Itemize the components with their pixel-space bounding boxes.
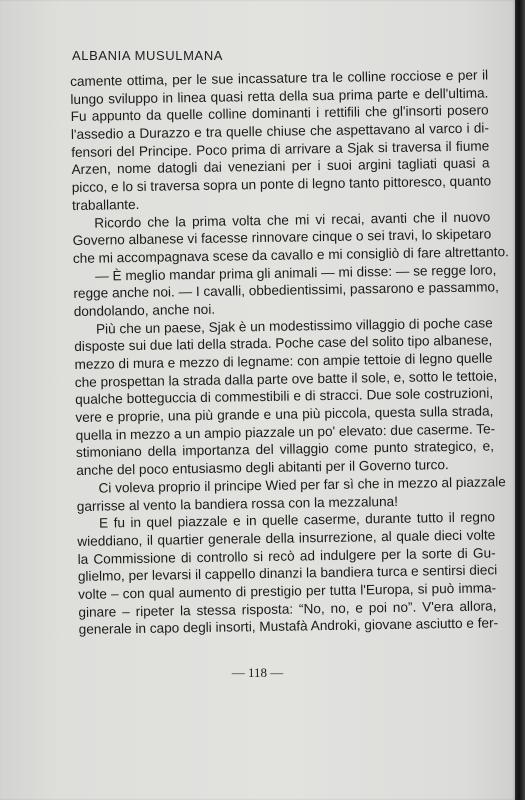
text-line: Ricordo che la prima volta che mi vi recai, avanti che il nuovo <box>94 208 491 231</box>
text-line: fensori del Principe. Poco prima di arrivare a Sjak si traversa il fiume <box>71 138 490 160</box>
text-line: che mi accompagnava scese da cavallo e mi consigliò di fare altrettanto. <box>72 244 509 266</box>
text-line: Arzen, nome datogli dai veneziani per i suoi argini tagliati quasi a <box>71 155 490 178</box>
text-line: lungo sviluppo in linea quasi retta della sua prima parte e dell'ultima. <box>70 85 489 107</box>
paragraph <box>73 261 499 321</box>
text-line: stimoniano della importanza del villaggio come punto strategico, e, <box>75 438 495 461</box>
text-line: camente ottima, per le sue incassature tra le colline rocciose e per il <box>70 67 489 89</box>
text-line: disposte sui due lati della strada. Poche case del solito tipo albanese, <box>74 332 493 355</box>
text-line: E fu in quel piazzale e in quelle caserme, durante tutto il regno <box>98 509 496 531</box>
text-line: ginare – ripeter la stessa risposta: “No, no, e poi no”. V'era allora, <box>78 597 497 620</box>
text-line: Più che un paese, Sjak è un modestissimo villaggio di poche case <box>95 315 493 337</box>
paragraph <box>77 509 497 639</box>
text-line: garrisse al vento la bandiera rossa con la mezzaluna! <box>76 493 399 514</box>
text-line: quella in mezzo a un ampio piazzale un po' elevato: due caserme. Te- <box>75 421 496 443</box>
text-line: Fu appunto da quelle colline dominanti i rettifili che gl'insorti posero <box>70 102 489 125</box>
paragraph <box>72 208 509 268</box>
text-line: wieddiano, il quartier generale della insurrezione, al quale dieci volte <box>77 527 496 549</box>
text-line: vere e proprie, una più grande e una più piccola, questa sulla strada, <box>75 403 494 426</box>
text-line: l'assedio a Durazzo e tra quelle chiuse che aspettavano al varco i di- <box>70 120 490 143</box>
text-line: — È meglio mandar prima gli animali — mi disse: — se regge loro, <box>95 261 497 284</box>
paragraph <box>70 66 490 214</box>
text-line: Ci voleva proprio il principe Wied per far sì che in mezzo al piazzale <box>98 474 506 496</box>
text-line: mezzo di mura e mezzo di legname: con ampie tettoie di legno quelle <box>74 350 493 372</box>
text-line: picco, e lo si traversa sopra un ponte di legno tanto pittoresco, quanto <box>71 173 492 196</box>
body-text <box>70 66 509 638</box>
scan-edge <box>515 0 525 800</box>
text-line: regge anche noi. — I cavalli, obbedientissimi, passarono e passammo, <box>73 279 499 302</box>
running-head: ALBANIA MUSULMANA <box>72 48 224 63</box>
text-line: che prospettan la strada dalla parte ove batte il sole, e, sotto le tettoie, <box>74 368 498 390</box>
text-line: Governo albanese vi facesse rinnovare cinque o sei travi, lo skipetaro <box>72 226 492 249</box>
text-line: dondolando, anche noi. <box>73 301 216 319</box>
text-line: glielmo, per levarsi il cappello dinanzi la bandiera turca e sentirsi dieci <box>77 562 498 585</box>
text-line: volte – con qual aumento di prestigio per tutta l'Europa, si può imma- <box>78 580 497 602</box>
page-number: — 118 — <box>231 665 284 680</box>
text-line: qualche botteguccia di commestibili e di stracci. Due sole costruzioni, <box>75 385 494 408</box>
text-line: traballante. <box>71 196 140 213</box>
text-line: la Commissione di controllo si recò ad indulgere per la sorte di Gu- <box>77 544 496 567</box>
paragraph <box>74 314 498 480</box>
text-line: anche del poco entusiasmo degli abitanti per il Governo turco. <box>76 457 449 479</box>
text-line: generale in capo degli insorti, Mustafà Androki, giovane asciutto e fer- <box>78 615 499 638</box>
